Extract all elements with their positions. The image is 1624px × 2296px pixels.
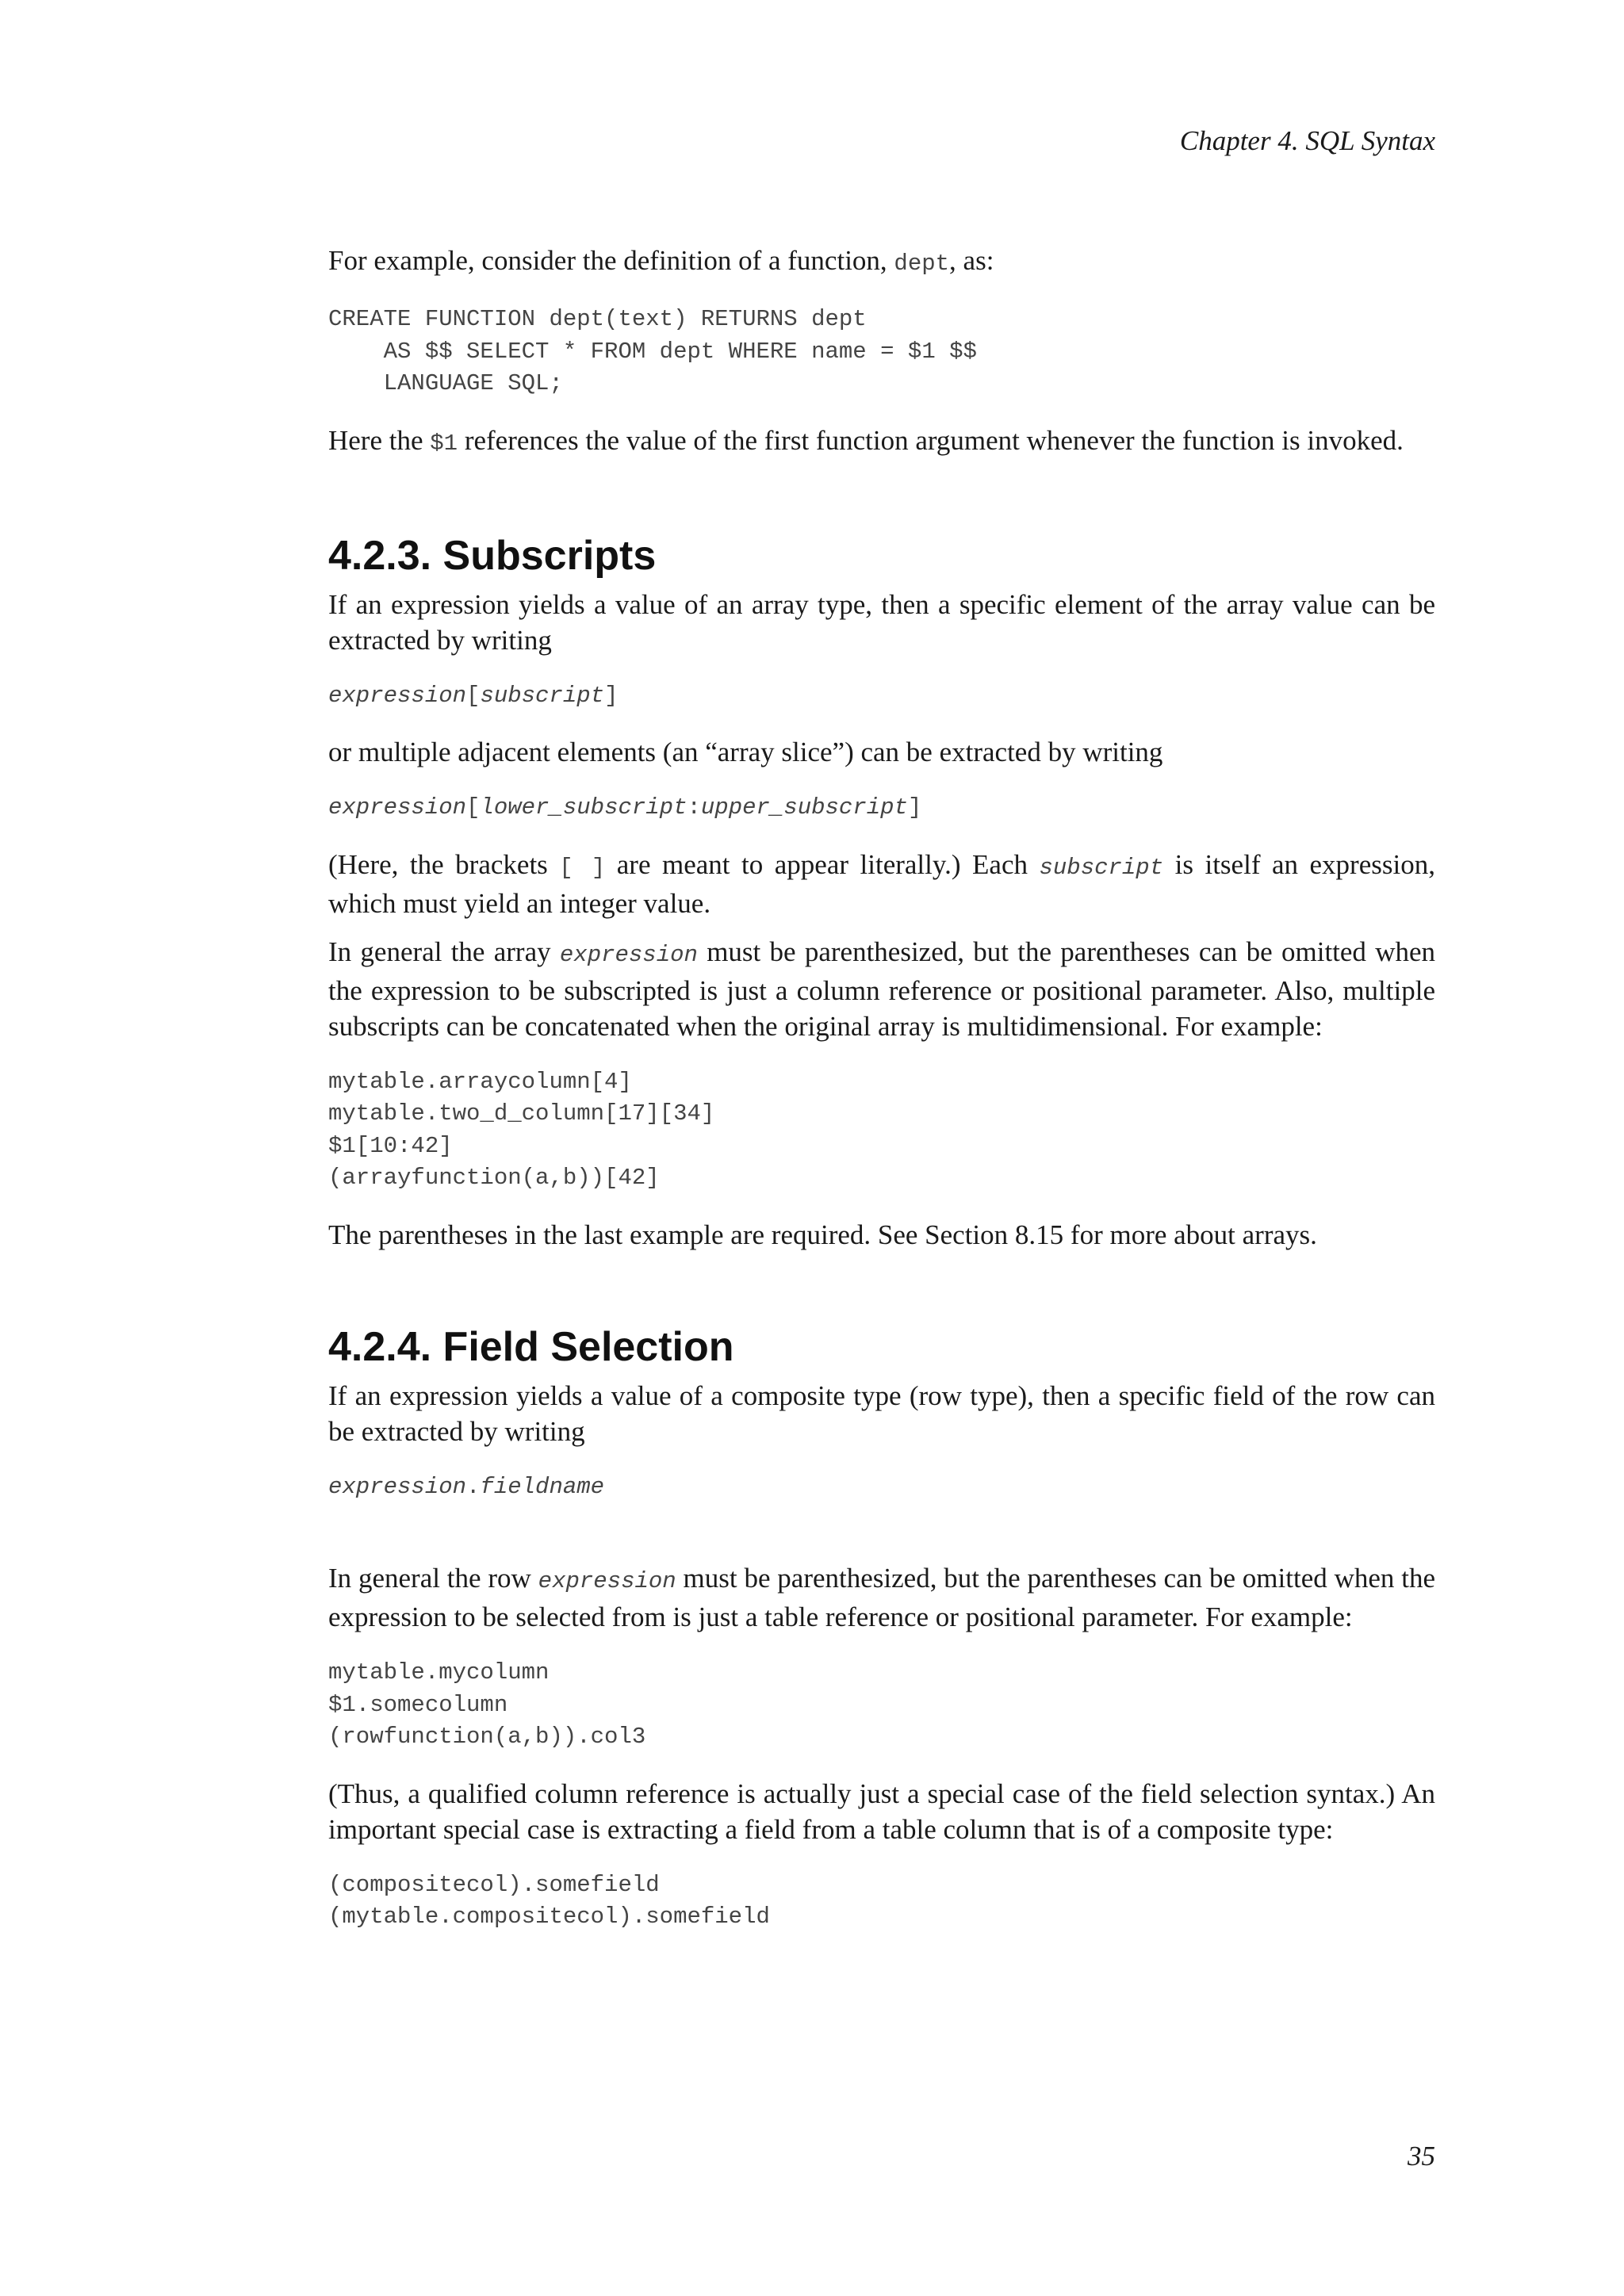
page-number: 35 [1408,2141,1435,2172]
syntax-subscript: expression[subscript] [328,682,619,709]
subscripts-paragraph-3: (Here, the brackets [ ] are meant to appear literally.) Each subscript is itself an expression, which must yield an integer value. [328,848,1435,919]
inline-replaceable: expression [559,941,698,968]
syntax-field-selection: expression.fieldname [328,1473,605,1500]
code-block-field-examples: mytable.mycolumn $1.somecolumn (rowfunction(a,b)).col3 [328,1659,646,1750]
inline-code: $1 [430,430,458,457]
intro-paragraph-2: Here the $1 references the value of the first function argument whenever the function is invoked. [328,424,1404,457]
subscripts-paragraph-4: In general the array expression must be parenthesized, but the parentheses can be omitted when the expression to be subscripted is just a column reference or positional parameter. Also, multiple subscripts can be concatenated when the original array is multidimensional. For example: [328,936,1436,1042]
inline-replaceable: expression [538,1568,676,1594]
page-content [328,243,1435,1934]
code-block-composite-examples: (compositecol).somefield (mytable.compositecol).somefield [328,1871,770,1930]
subscripts-paragraph-5: The parentheses in the last example are required. See Section 8.15 for more about arrays. [328,1219,1317,1250]
subscripts-paragraph-2: or multiple adjacent elements (an “array slice”) can be extracted by writing [328,737,1163,767]
code-block-subscript-examples: mytable.arraycolumn[4] mytable.two_d_column[17][34] $1[10:42] (arrayfunction(a,b))[42] [328,1068,715,1191]
section-heading-field-selection: 4.2.4. Field Selection [328,1323,734,1370]
field-paragraph-3: (Thus, a qualified column reference is actually just a special case of the field selection syntax.) An important special case is extracting a field from a table column that is of a composite type: [328,1777,1435,1845]
inline-replaceable: subscript [1039,854,1164,881]
inline-code: dept [894,251,950,277]
code-block-create-function: CREATE FUNCTION dept(text) RETURNS dept AS $$ SELECT * FROM dept WHERE name = $1 $$ LANGUAGE SQL; [328,306,977,396]
field-paragraph-1: If an expression yields a value of a composite type (row type), then a specific field of the row can be extracted by writing [328,1380,1435,1447]
section-heading-subscripts: 4.2.3. Subscripts [328,532,657,579]
intro-paragraph: For example, consider the definition of a function, dept, as: [328,245,994,277]
field-paragraph-2: In general the row expression must be parenthesized, but the parentheses can be omitted when the expression to be selected from is just a table reference or positional parameter. For example: [328,1563,1435,1632]
syntax-slice: expression[lower_subscript:upper_subscript] [328,794,922,821]
running-header: Chapter 4. SQL Syntax [1179,125,1435,156]
subscripts-paragraph-1: If an expression yields a value of an array type, then a specific element of the array value can be extracted by writing [328,588,1435,656]
inline-code: [ ] [559,854,606,881]
